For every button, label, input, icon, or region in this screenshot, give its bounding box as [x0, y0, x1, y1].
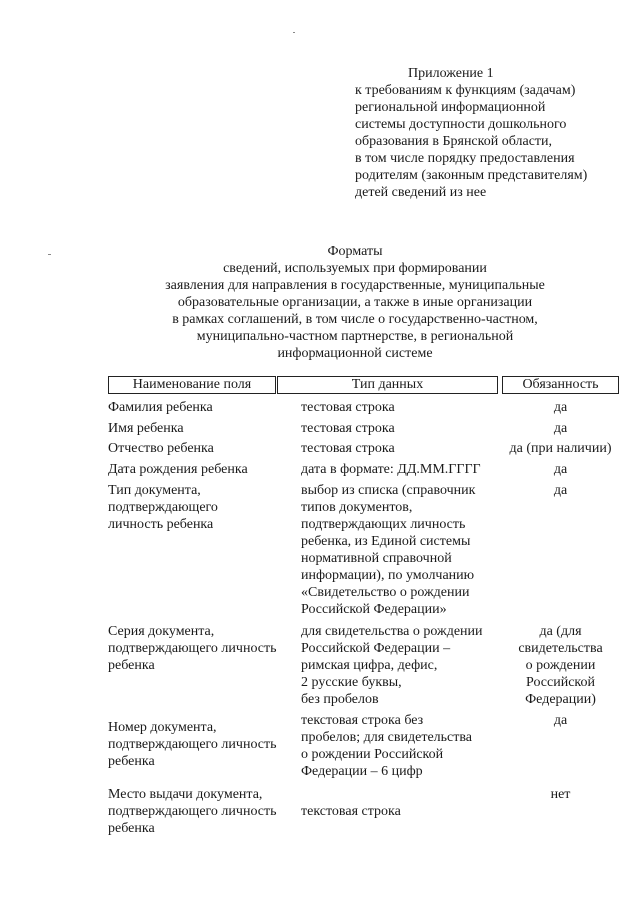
data-type-line: тестовая строка [301, 441, 395, 456]
data-type [301, 461, 481, 478]
field-name: Место выдачи документа, [108, 787, 263, 802]
required-line: да (при наличии) [509, 441, 612, 456]
data-type-line: тестовая строка [301, 400, 395, 415]
data-type-line: римская цифра, дефис, [301, 658, 438, 673]
data-type-line: для свидетельства о рождении [301, 624, 483, 639]
data-type [301, 712, 472, 780]
data-type-line [301, 786, 401, 803]
heading-line: сведений, используемых при формировании [223, 261, 487, 276]
annex-line: родителям (законным представителям) [355, 168, 588, 183]
required-line: свидетельства [518, 641, 603, 656]
column-header-required [502, 376, 619, 394]
column-header-label: Тип данных [351, 377, 424, 392]
field-name: Имя ребенка [108, 421, 184, 436]
field-name: подтверждающего [108, 500, 218, 515]
required-value [502, 440, 619, 457]
annex-line: в том числе порядку предоставления [355, 151, 575, 166]
table-row [108, 440, 214, 457]
data-type-line: о рождении Российской [301, 747, 444, 762]
required-line: да [553, 400, 568, 415]
document-heading [90, 243, 620, 362]
annex-title: Приложение 1 [408, 66, 494, 81]
table-row [108, 399, 213, 416]
data-type-line: типов документов, [301, 500, 413, 515]
heading-line: в рамках соглашений, в том числе о государственно-частном, [172, 312, 538, 327]
data-type-line: Федерации – 6 цифр [301, 764, 423, 779]
table-row [108, 623, 277, 674]
required-value [502, 461, 619, 478]
required-value [502, 482, 619, 499]
column-header-label: Обязанность [522, 377, 599, 392]
data-type-line: дата в формате: ДД.ММ.ГГГГ [301, 462, 481, 477]
column-header-label: Наименование поля [132, 377, 252, 392]
data-type-line: подтверждающих личность [301, 517, 466, 532]
scan-speck [48, 254, 51, 255]
required-line: да [553, 462, 568, 477]
data-type-line: ребенка, из Единой системы [301, 534, 471, 549]
annex-line: детей сведений из нее [355, 185, 487, 200]
data-type-line: без пробелов [301, 692, 379, 707]
field-name: Номер документа, [108, 720, 217, 735]
required-value [502, 420, 619, 437]
required-line: да [553, 483, 568, 498]
data-type-line: тестовая строка [301, 421, 395, 436]
data-type [301, 623, 483, 708]
required-line: Российской [526, 675, 595, 690]
required-value [502, 786, 619, 803]
field-name: Тип документа, [108, 483, 201, 498]
table-row [108, 482, 218, 533]
data-type [301, 440, 395, 457]
required-line: о рождении [525, 658, 596, 673]
data-type-line: нормативной справочной [301, 551, 452, 566]
table-row [108, 786, 277, 837]
table-row [108, 461, 248, 478]
data-type-line: Российской Федерации» [301, 602, 447, 617]
data-type-line: информации), по умолчанию [301, 568, 475, 583]
required-value [502, 623, 619, 708]
heading-line: Форматы [327, 244, 383, 259]
table-row [108, 420, 184, 437]
scan-speck [293, 32, 295, 33]
annex-block [355, 65, 625, 201]
data-type-line: 2 русские буквы, [301, 675, 402, 690]
field-name: Фамилия ребенка [108, 400, 213, 415]
annex-line: к требованиям к функциям (задачам) [355, 83, 576, 98]
required-line: нет [550, 787, 571, 802]
column-header-type [277, 376, 498, 394]
annex-line: региональной информационной [355, 100, 546, 115]
data-type-line: «Свидетельство о рождении [301, 585, 470, 600]
column-header-field [108, 376, 276, 394]
data-type [301, 420, 395, 437]
required-value [502, 712, 619, 729]
heading-line: заявления для направления в государственные, муниципальные [165, 278, 545, 293]
field-name: подтверждающего личность [108, 737, 277, 752]
field-name: ребенка [108, 658, 155, 673]
heading-line: муниципально-частном партнерстве, в региональной [196, 329, 514, 344]
data-type-line: Российской Федерации – [301, 641, 451, 656]
annex-line: образования в Брянской области, [355, 134, 553, 149]
heading-line: образовательные организации, а также в иные организации [177, 295, 533, 310]
data-type [301, 482, 475, 618]
field-name: подтверждающего личность [108, 641, 277, 656]
heading-line: информационной системе [277, 346, 433, 361]
annex-line: системы доступности дошкольного [355, 117, 567, 132]
required-line: Федерации) [525, 692, 596, 707]
field-name: Серия документа, [108, 624, 215, 639]
field-name: подтверждающего личность [108, 804, 277, 819]
data-type-line: текстовая строка без [301, 713, 424, 728]
field-name: ребенка [108, 754, 155, 769]
data-type-line: выбор из списка (справочник [301, 483, 476, 498]
field-name: личность ребенка [108, 517, 214, 532]
required-line: да [553, 421, 568, 436]
data-type-line: пробелов; для свидетельства [301, 730, 473, 745]
field-name: Дата рождения ребенка [108, 462, 248, 477]
required-line: да [553, 713, 568, 728]
field-name: Отчество ребенка [108, 441, 214, 456]
field-name: ребенка [108, 821, 155, 836]
required-line: да (для [539, 624, 582, 639]
data-type [301, 786, 401, 820]
data-type-line: текстовая строка [301, 804, 401, 819]
required-value [502, 399, 619, 416]
table-row [108, 719, 277, 770]
data-type [301, 399, 395, 416]
